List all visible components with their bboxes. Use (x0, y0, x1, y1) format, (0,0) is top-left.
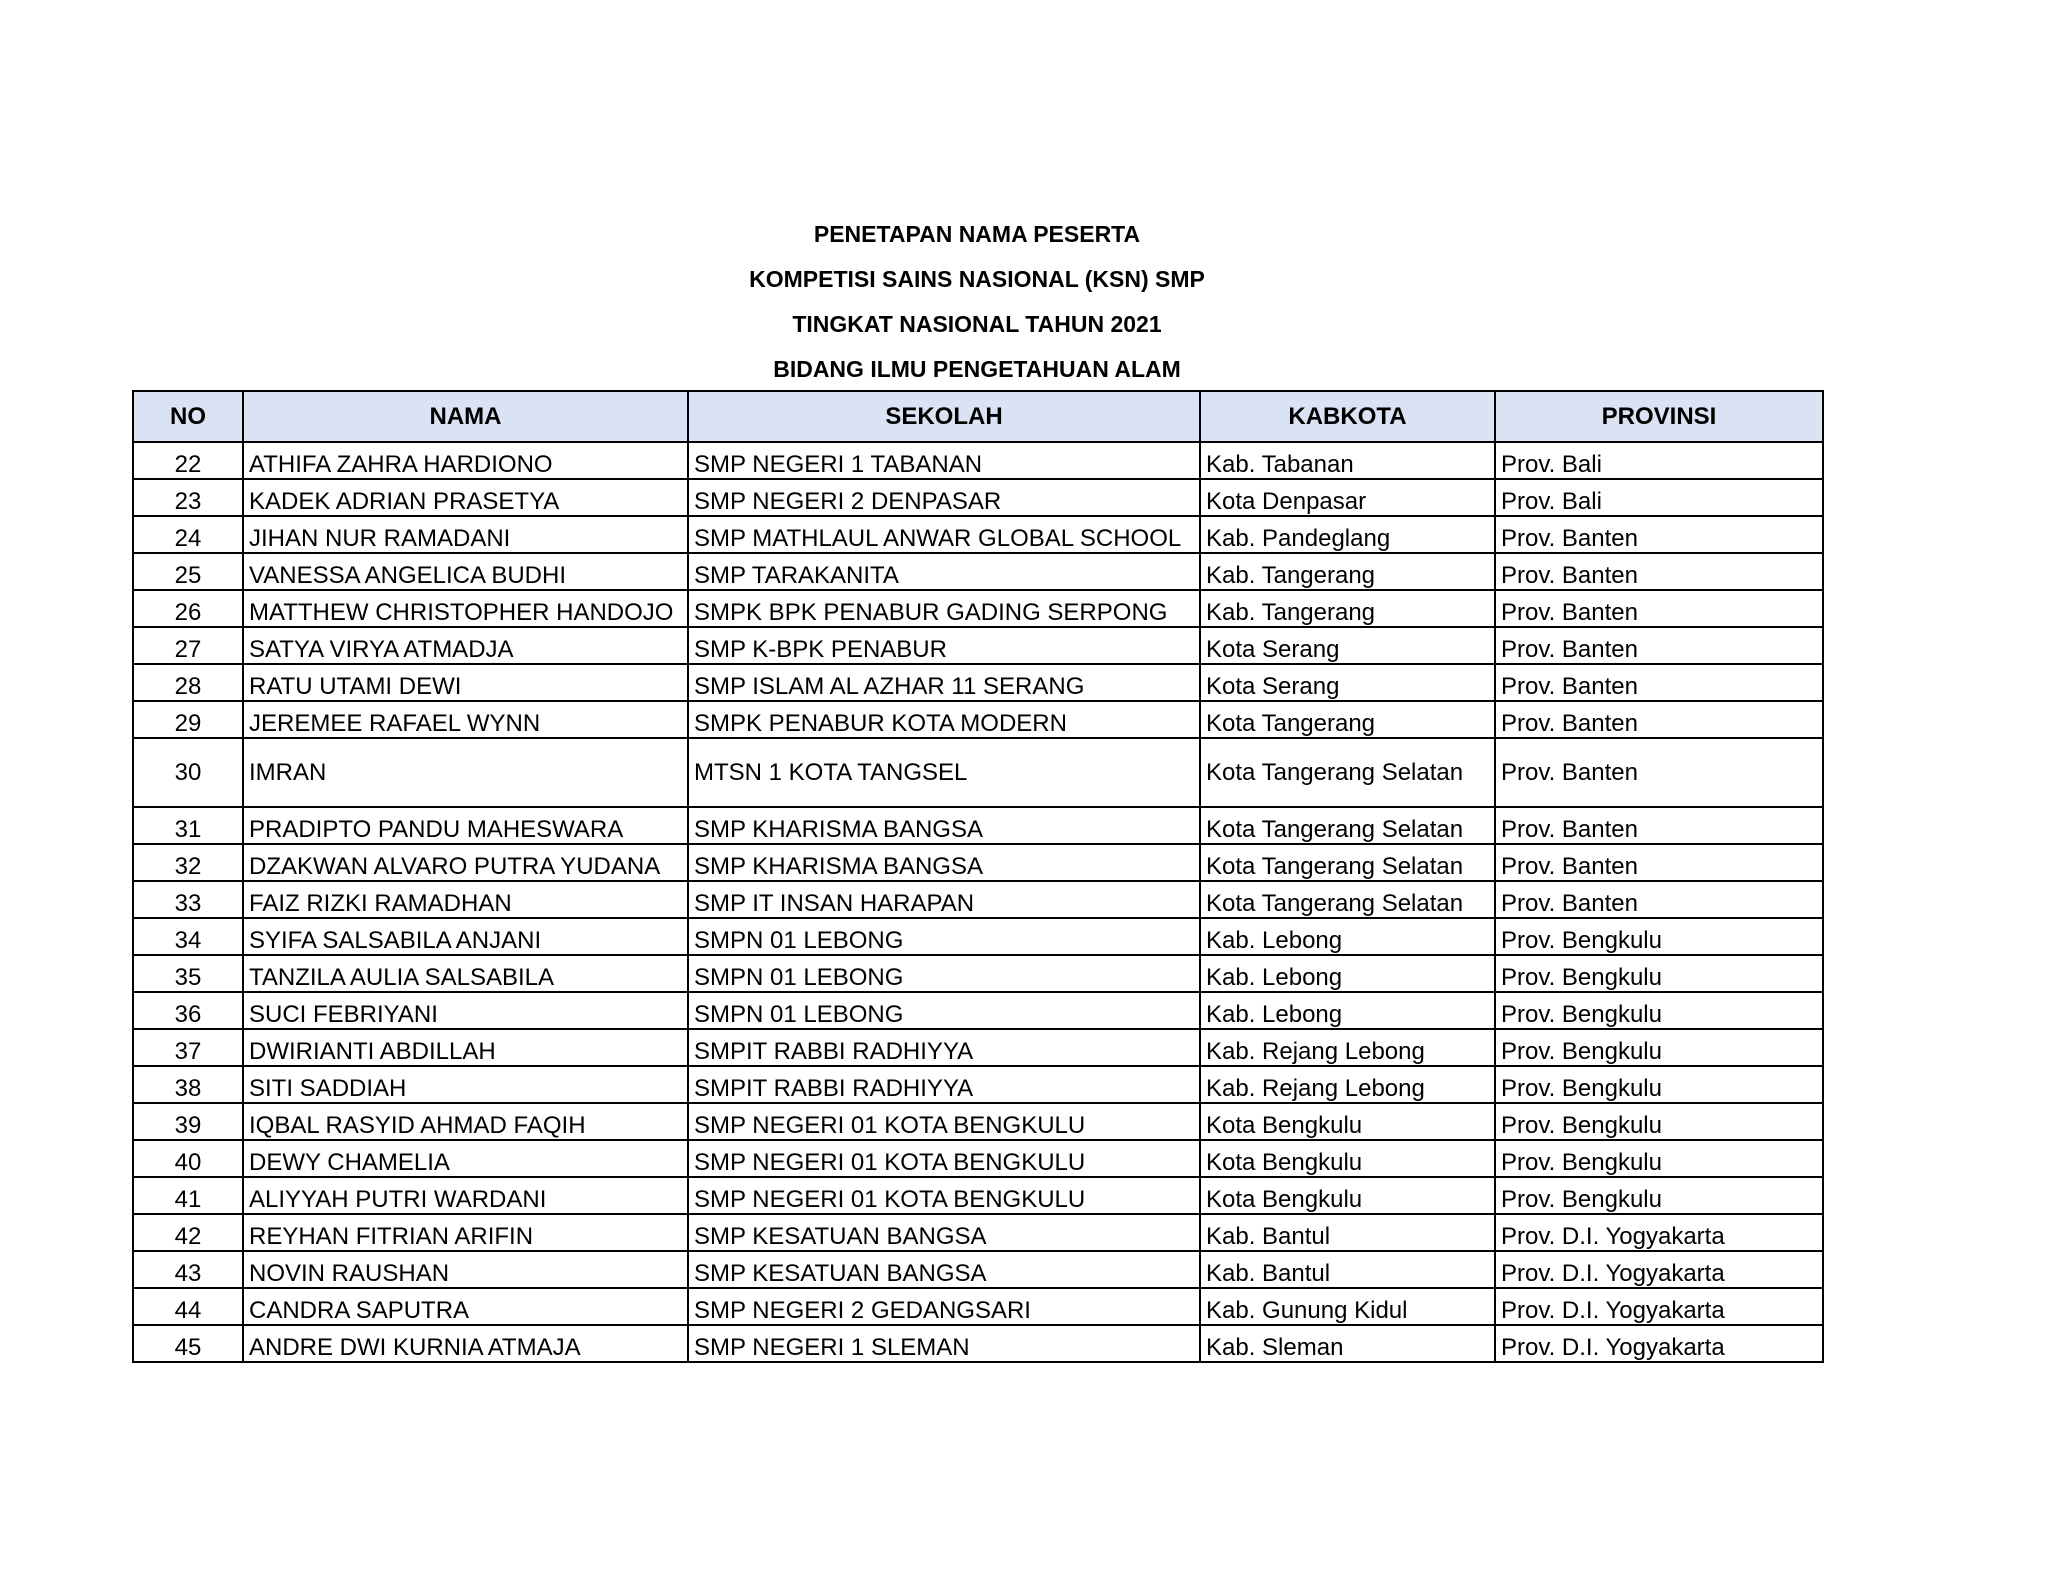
cell-no: 33 (133, 881, 243, 918)
cell-kabkota: Kota Tangerang Selatan (1200, 738, 1495, 807)
cell-provinsi: Prov. Banten (1495, 844, 1823, 881)
cell-kabkota: Kab. Tabanan (1200, 442, 1495, 479)
cell-nama: ALIYYAH PUTRI WARDANI (243, 1177, 688, 1214)
cell-sekolah: SMP KHARISMA BANGSA (688, 807, 1200, 844)
cell-provinsi: Prov. Banten (1495, 807, 1823, 844)
cell-sekolah: SMP NEGERI 2 GEDANGSARI (688, 1288, 1200, 1325)
cell-kabkota: Kab. Bantul (1200, 1251, 1495, 1288)
table-row (133, 442, 1823, 479)
table-row (133, 881, 1823, 918)
cell-provinsi: Prov. Banten (1495, 590, 1823, 627)
cell-kabkota: Kota Bengkulu (1200, 1140, 1495, 1177)
cell-sekolah: SMP KESATUAN BANGSA (688, 1251, 1200, 1288)
cell-kabkota: Kota Denpasar (1200, 479, 1495, 516)
participant-table (132, 390, 1824, 1363)
cell-sekolah: SMPK BPK PENABUR GADING SERPONG (688, 590, 1200, 627)
cell-no: 41 (133, 1177, 243, 1214)
title-line: KOMPETISI SAINS NASIONAL (KSN) SMP (749, 266, 1205, 292)
cell-no: 39 (133, 1103, 243, 1140)
cell-nama: MATTHEW CHRISTOPHER HANDOJO (243, 590, 688, 627)
cell-nama: JEREMEE RAFAEL WYNN (243, 701, 688, 738)
header-no: NO (133, 391, 243, 442)
cell-no: 30 (133, 738, 243, 807)
table-row (133, 844, 1823, 881)
cell-sekolah: MTSN 1 KOTA TANGSEL (688, 738, 1200, 807)
cell-nama: FAIZ RIZKI RAMADHAN (243, 881, 688, 918)
cell-nama: SYIFA SALSABILA ANJANI (243, 918, 688, 955)
title-line: BIDANG ILMU PENGETAHUAN ALAM (773, 356, 1181, 382)
cell-provinsi: Prov. Banten (1495, 701, 1823, 738)
cell-provinsi: Prov. D.I. Yogyakarta (1495, 1288, 1823, 1325)
cell-provinsi: Prov. Bali (1495, 479, 1823, 516)
cell-nama: CANDRA SAPUTRA (243, 1288, 688, 1325)
table-row (133, 738, 1823, 807)
title-line: PENETAPAN NAMA PESERTA (813, 221, 1141, 247)
table-row (133, 1029, 1823, 1066)
cell-kabkota: Kota Serang (1200, 627, 1495, 664)
cell-provinsi: Prov. Bengkulu (1495, 1029, 1823, 1066)
cell-no: 42 (133, 1214, 243, 1251)
cell-no: 45 (133, 1325, 243, 1362)
cell-provinsi: Prov. D.I. Yogyakarta (1495, 1214, 1823, 1251)
cell-sekolah: SMP NEGERI 2 DENPASAR (688, 479, 1200, 516)
cell-no: 26 (133, 590, 243, 627)
cell-kabkota: Kota Serang (1200, 664, 1495, 701)
cell-provinsi: Prov. Bengkulu (1495, 992, 1823, 1029)
cell-no: 43 (133, 1251, 243, 1288)
cell-sekolah: SMP NEGERI 01 KOTA BENGKULU (688, 1140, 1200, 1177)
table-row (133, 955, 1823, 992)
cell-kabkota: Kab. Gunung Kidul (1200, 1288, 1495, 1325)
cell-nama: REYHAN FITRIAN ARIFIN (243, 1214, 688, 1251)
cell-kabkota: Kota Tangerang Selatan (1200, 807, 1495, 844)
table-row (133, 553, 1823, 590)
cell-kabkota: Kota Tangerang Selatan (1200, 881, 1495, 918)
cell-provinsi: Prov. Bengkulu (1495, 1177, 1823, 1214)
cell-sekolah: SMPK PENABUR KOTA MODERN (688, 701, 1200, 738)
cell-nama: SATYA VIRYA ATMADJA (243, 627, 688, 664)
cell-kabkota: Kab. Lebong (1200, 918, 1495, 955)
cell-provinsi: Prov. Banten (1495, 627, 1823, 664)
cell-sekolah: SMP NEGERI 01 KOTA BENGKULU (688, 1177, 1200, 1214)
cell-kabkota: Kota Bengkulu (1200, 1103, 1495, 1140)
table-row (133, 807, 1823, 844)
cell-nama: SUCI FEBRIYANI (243, 992, 688, 1029)
cell-provinsi: Prov. D.I. Yogyakarta (1495, 1325, 1823, 1362)
cell-provinsi: Prov. Bengkulu (1495, 918, 1823, 955)
cell-provinsi: Prov. Banten (1495, 881, 1823, 918)
header-nama: NAMA (243, 391, 688, 442)
cell-no: 35 (133, 955, 243, 992)
table-row (133, 516, 1823, 553)
cell-nama: ANDRE DWI KURNIA ATMAJA (243, 1325, 688, 1362)
table-body (133, 442, 1823, 1362)
cell-kabkota: Kab. Tangerang (1200, 590, 1495, 627)
table-row (133, 1103, 1823, 1140)
cell-nama: KADEK ADRIAN PRASETYA (243, 479, 688, 516)
cell-nama: PRADIPTO PANDU MAHESWARA (243, 807, 688, 844)
table-row (133, 992, 1823, 1029)
table-row (133, 1325, 1823, 1362)
cell-provinsi: Prov. Bengkulu (1495, 1140, 1823, 1177)
cell-no: 32 (133, 844, 243, 881)
cell-nama: DEWY CHAMELIA (243, 1140, 688, 1177)
cell-no: 22 (133, 442, 243, 479)
table-row (133, 664, 1823, 701)
cell-no: 28 (133, 664, 243, 701)
table-row (133, 627, 1823, 664)
cell-no: 36 (133, 992, 243, 1029)
cell-kabkota: Kab. Lebong (1200, 955, 1495, 992)
cell-provinsi: Prov. Bengkulu (1495, 1066, 1823, 1103)
cell-nama: RATU UTAMI DEWI (243, 664, 688, 701)
cell-provinsi: Prov. Banten (1495, 664, 1823, 701)
cell-kabkota: Kab. Lebong (1200, 992, 1495, 1029)
cell-no: 29 (133, 701, 243, 738)
cell-no: 31 (133, 807, 243, 844)
cell-sekolah: SMP KHARISMA BANGSA (688, 844, 1200, 881)
header-sekolah: SEKOLAH (688, 391, 1200, 442)
cell-no: 38 (133, 1066, 243, 1103)
cell-nama: VANESSA ANGELICA BUDHI (243, 553, 688, 590)
table-row (133, 918, 1823, 955)
cell-sekolah: SMP IT INSAN HARAPAN (688, 881, 1200, 918)
header-provinsi: PROVINSI (1495, 391, 1823, 442)
cell-sekolah: SMP KESATUAN BANGSA (688, 1214, 1200, 1251)
cell-no: 27 (133, 627, 243, 664)
cell-nama: SITI SADDIAH (243, 1066, 688, 1103)
table-row (133, 1177, 1823, 1214)
table-row (133, 590, 1823, 627)
cell-sekolah: SMPIT RABBI RADHIYYA (688, 1029, 1200, 1066)
cell-provinsi: Prov. Banten (1495, 738, 1823, 807)
cell-kabkota: Kota Tangerang (1200, 701, 1495, 738)
cell-sekolah: SMPN 01 LEBONG (688, 955, 1200, 992)
table-header-row (133, 391, 1823, 442)
cell-no: 25 (133, 553, 243, 590)
cell-kabkota: Kota Tangerang Selatan (1200, 844, 1495, 881)
cell-provinsi: Prov. Banten (1495, 516, 1823, 553)
cell-no: 40 (133, 1140, 243, 1177)
cell-kabkota: Kab. Bantul (1200, 1214, 1495, 1251)
cell-provinsi: Prov. D.I. Yogyakarta (1495, 1251, 1823, 1288)
cell-sekolah: SMPN 01 LEBONG (688, 918, 1200, 955)
cell-provinsi: Prov. Banten (1495, 553, 1823, 590)
cell-no: 24 (133, 516, 243, 553)
cell-nama: TANZILA AULIA SALSABILA (243, 955, 688, 992)
cell-sekolah: SMP ISLAM AL AZHAR 11 SERANG (688, 664, 1200, 701)
cell-no: 37 (133, 1029, 243, 1066)
cell-nama: JIHAN NUR RAMADANI (243, 516, 688, 553)
cell-sekolah: SMP MATHLAUL ANWAR GLOBAL SCHOOL (688, 516, 1200, 553)
cell-nama: NOVIN RAUSHAN (243, 1251, 688, 1288)
cell-sekolah: SMPN 01 LEBONG (688, 992, 1200, 1029)
cell-sekolah: SMP NEGERI 1 TABANAN (688, 442, 1200, 479)
table-row (133, 1066, 1823, 1103)
title-line: TINGKAT NASIONAL TAHUN 2021 (792, 311, 1162, 337)
cell-no: 23 (133, 479, 243, 516)
cell-kabkota: Kab. Pandeglang (1200, 516, 1495, 553)
table-row (133, 1140, 1823, 1177)
table-row (133, 701, 1823, 738)
cell-kabkota: Kab. Sleman (1200, 1325, 1495, 1362)
cell-kabkota: Kab. Rejang Lebong (1200, 1029, 1495, 1066)
cell-provinsi: Prov. Bali (1495, 442, 1823, 479)
cell-sekolah: SMP NEGERI 1 SLEMAN (688, 1325, 1200, 1362)
table-row (133, 479, 1823, 516)
cell-nama: ATHIFA ZAHRA HARDIONO (243, 442, 688, 479)
cell-sekolah: SMP NEGERI 01 KOTA BENGKULU (688, 1103, 1200, 1140)
cell-nama: DWIRIANTI ABDILLAH (243, 1029, 688, 1066)
cell-provinsi: Prov. Bengkulu (1495, 1103, 1823, 1140)
cell-nama: IMRAN (243, 738, 688, 807)
cell-no: 44 (133, 1288, 243, 1325)
cell-nama: IQBAL RASYID AHMAD FAQIH (243, 1103, 688, 1140)
table-row (133, 1251, 1823, 1288)
cell-provinsi: Prov. Bengkulu (1495, 955, 1823, 992)
cell-kabkota: Kab. Tangerang (1200, 553, 1495, 590)
cell-no: 34 (133, 918, 243, 955)
cell-kabkota: Kota Bengkulu (1200, 1177, 1495, 1214)
cell-sekolah: SMP K-BPK PENABUR (688, 627, 1200, 664)
cell-sekolah: SMPIT RABBI RADHIYYA (688, 1066, 1200, 1103)
table-row (133, 1214, 1823, 1251)
cell-kabkota: Kab. Rejang Lebong (1200, 1066, 1495, 1103)
header-kabkota: KABKOTA (1200, 391, 1495, 442)
cell-nama: DZAKWAN ALVARO PUTRA YUDANA (243, 844, 688, 881)
table-row (133, 1288, 1823, 1325)
cell-sekolah: SMP TARAKANITA (688, 553, 1200, 590)
document-title-block (132, 212, 1822, 392)
